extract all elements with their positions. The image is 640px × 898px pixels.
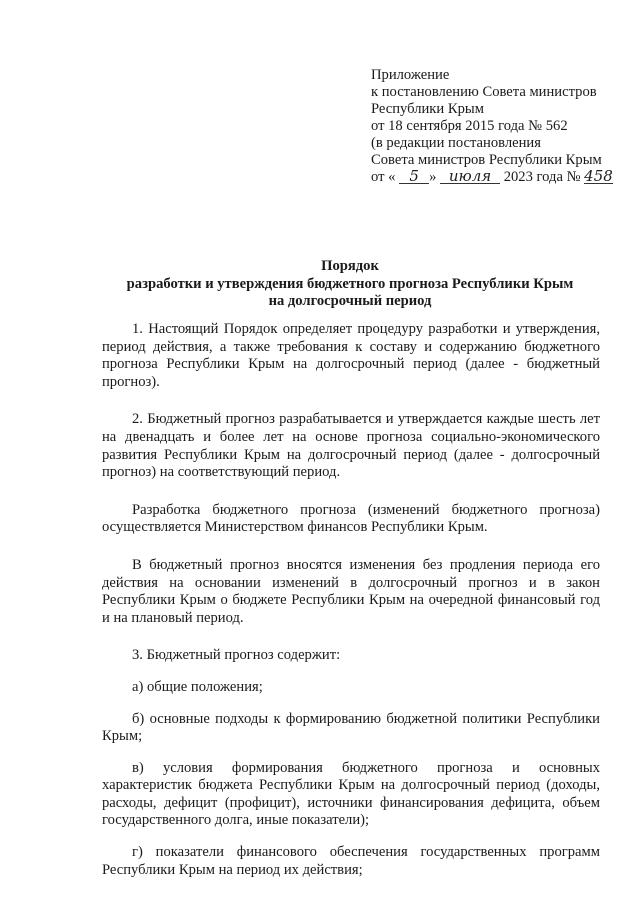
- list-item-a: а) общие положения;: [132, 678, 263, 695]
- document-body: [102, 321, 600, 893]
- paragraph-3: Разработка бюджетного прогноза (изменений бюджетного прогноза) осуществляется Министерством финансов Республики Крым.: [102, 501, 600, 536]
- appendix-line-5: (в редакции постановления: [371, 135, 541, 151]
- handwritten-day: 5: [399, 169, 429, 184]
- handwritten-month: июля: [440, 169, 500, 184]
- document-title: [100, 258, 600, 311]
- title-line-2: разработки и утверждения бюджетного прогноза Республики Крым: [126, 275, 574, 292]
- appendix-line-2: к постановлению Совета министров: [371, 84, 597, 100]
- list-item-d: г) показатели финансового обеспечения государственных программ Республики Крым на период их действия;: [102, 844, 600, 878]
- list-item-b: б) основные подходы к формированию бюджетной политики Республики Крым;: [102, 710, 600, 745]
- paragraph-5: 3. Бюджетный прогноз содержит:: [132, 647, 341, 664]
- paragraph-4: В бюджетный прогноз вносятся изменения без продления периода его действия на основании изменений в долгосрочный прогноз и в закон Республики Крым о бюджете Республики Крым на очередной финансовый год и на плановый период.: [102, 556, 600, 626]
- paragraph-1: 1. Настоящий Порядок определяет процедуру разработки и утверждения, период действия, а также требования к составу и содержанию бюджетного прогноза Республики Крым на долгосрочный период (далее - бюджетный прогноз).: [102, 321, 600, 390]
- title-line-1: Порядок: [321, 258, 379, 274]
- paragraph-2: 2. Бюджетный прогноз разрабатывается и утверждается каждые шесть лет на двенадцать и более лет на основе прогноза социально-экономического развития Республики Крым на долгосрочный период (далее - долгосрочный прогноз) на соответствующий период.: [102, 411, 600, 481]
- appendix-line-4: от 18 сентября 2015 года № 562: [371, 118, 568, 134]
- amendment-date-quote: »: [429, 169, 437, 185]
- list-item-c: в) условия формирования бюджетного прогноза и основных характеристик бюджета Республики Крым на долгосрочный период (доходы, расходы, дефицит (профицит), источники финансирования дефицита, объем государственного долга, иные показатели);: [102, 759, 600, 829]
- amendment-date-prefix: от «: [371, 169, 396, 185]
- appendix-line-3: Республики Крым: [371, 101, 484, 117]
- appendix-line-7: [371, 169, 633, 186]
- appendix-header: [371, 67, 633, 186]
- appendix-line-6: Совета министров Республики Крым: [371, 152, 602, 168]
- appendix-line-1: Приложение: [371, 67, 450, 83]
- title-line-3: на долгосрочный период: [268, 293, 432, 309]
- amendment-year: 2023 года №: [503, 169, 581, 185]
- handwritten-document-number: 458: [584, 167, 613, 185]
